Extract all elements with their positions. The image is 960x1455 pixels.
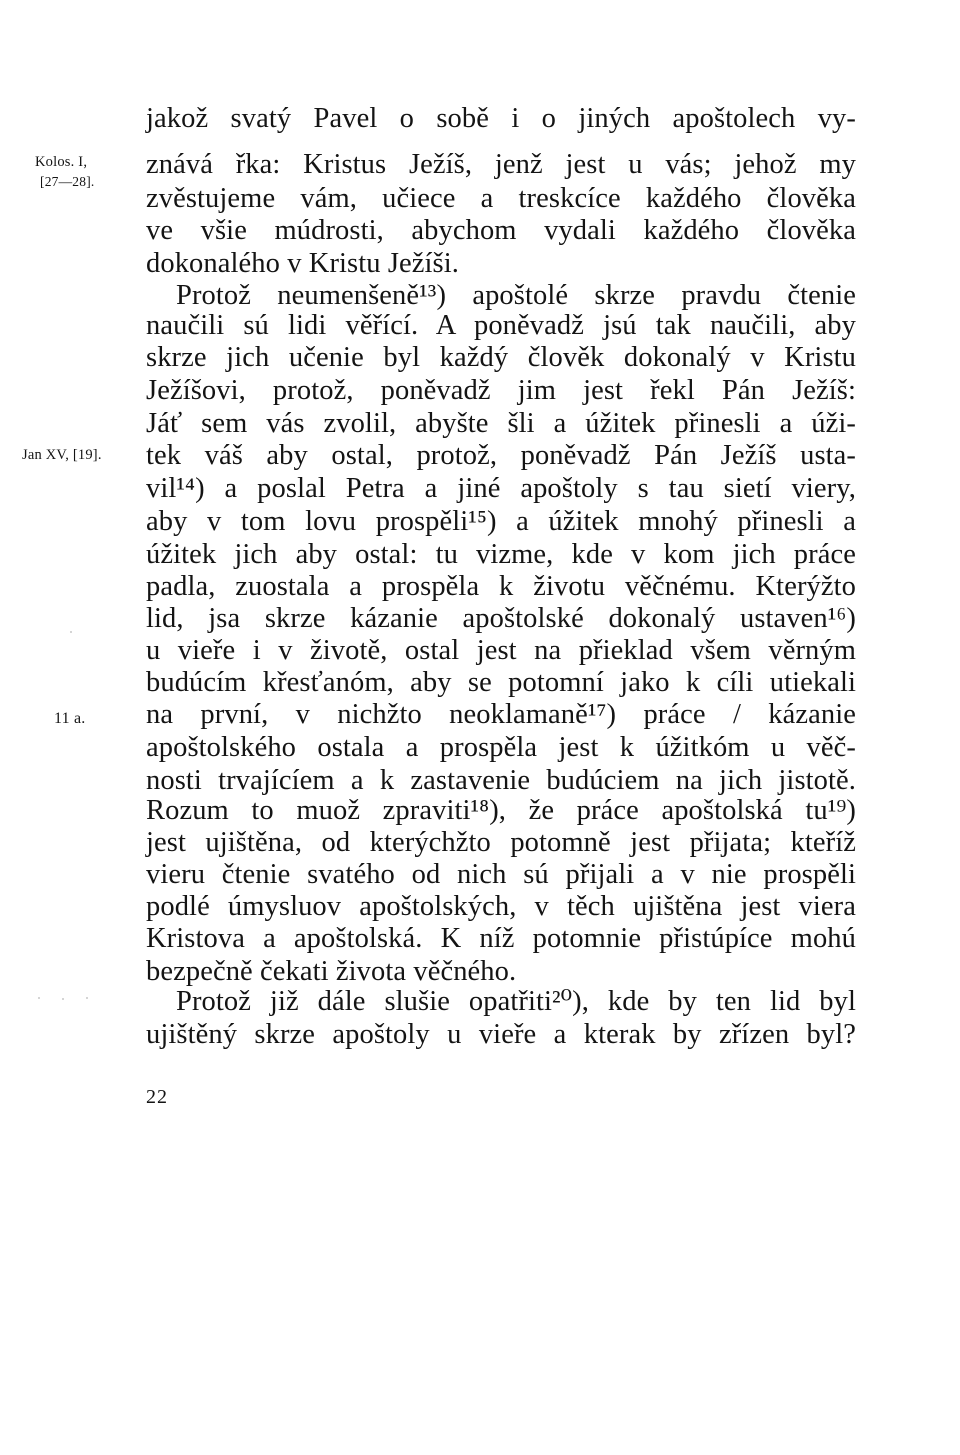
text-line: nosti trvajícíem a k zastavenie budúciem na jich jistotě.	[146, 765, 856, 796]
margin-note-folio: 11 a.	[54, 710, 86, 727]
text-line: ve všie múdrosti, abychom vydali každého člověka	[146, 215, 856, 246]
margin-note-jan: Jan XV, [19].	[22, 447, 102, 463]
paper-speck	[86, 997, 88, 999]
text-line: na první, v nichžto neoklamaně¹⁷) práce / kázanie	[146, 699, 856, 730]
text-line: vil¹⁴) a poslal Petra a jiné apoštoly s tau sietí viery,	[146, 473, 856, 504]
page-number: 22	[146, 1086, 168, 1108]
text-line-cut-top: jakož svatý Pavel o sobě i o jiných apoštolech vy-	[146, 103, 856, 134]
text-line: dokonalého v Kristu Ježíši.	[146, 248, 459, 279]
text-line: skrze jich učenie byl každý člověk dokonalý v Kristu	[146, 342, 856, 373]
text-line: úžitek jich aby ostal: tu vizme, kde v kom jich práce	[146, 539, 856, 570]
text-line: bezpečně čekati života věčného.	[146, 956, 517, 987]
text-line: naučili sú lidi věřící. A poněvadž jsú tak naučili, aby	[146, 310, 856, 341]
text-line: ujištěný skrze apoštoly u vieře a kterak by zřízen byl?	[146, 1019, 856, 1050]
paper-speck	[62, 998, 64, 1000]
paper-speck	[70, 631, 72, 633]
text-line: vieru čtenie svatého od nich sú přijali a v nie prospěli	[146, 859, 856, 890]
margin-note-kolos: Kolos. I,	[35, 154, 88, 170]
text-line: Rozum to muož zpraviti¹⁸), že práce apoštolská tu¹⁹)	[146, 795, 856, 826]
text-line: Ježíšovi, protož, poněvadž jim jest řekl Pán Ježíš:	[146, 375, 856, 406]
text-line: u vieře i v životě, ostal jest na přieklad všem věrným	[146, 635, 856, 666]
text-line: budúcím křesťanóm, aby se potomní jako k cíli utiekali	[146, 667, 856, 698]
margin-note-kolos-verses: [27—28].	[40, 174, 95, 189]
text-line: Jáť sem vás zvolil, abyšte šli a úžitek přinesli a úži-	[146, 408, 856, 439]
text-line: Protož neumenšeně¹³) apoštolé skrze pravdu čtenie	[176, 280, 856, 311]
text-line: lid, jsa skrze kázanie apoštolské dokonalý ustaven¹⁶)	[146, 603, 856, 634]
text-line: tek váš aby ostal, protož, poněvadž Pán Ježíš usta-	[146, 440, 856, 471]
text-line: znává řka: Kristus Ježíš, jenž jest u vás; jehož my	[146, 149, 856, 180]
text-line: aby v tom lovu prospěli¹⁵) a úžitek mnohý přinesli a	[146, 506, 856, 537]
paper-speck	[38, 997, 40, 999]
text-line: zvěstujeme vám, učiece a treskcíce každého člověka	[146, 183, 856, 214]
text-line: padla, zuostala a prospěla k životu věčnému. Kterýžto	[146, 571, 856, 602]
text-line: podlé úmysluov apoštolských, v těch ujištěna jest viera	[146, 891, 856, 922]
text-line: Protož již dále slušie opatřiti²⁰), kde by ten lid byl	[176, 986, 856, 1017]
text-line: Kristova a apoštolská. K níž potomnie přistúpíce mohú	[146, 923, 856, 954]
text-line: apoštolského ostala a prospěla jest k úžitkóm u věč-	[146, 732, 856, 763]
text-line: jest ujištěna, od kterýchžto potomně jest přijata; kteříž	[146, 827, 856, 858]
